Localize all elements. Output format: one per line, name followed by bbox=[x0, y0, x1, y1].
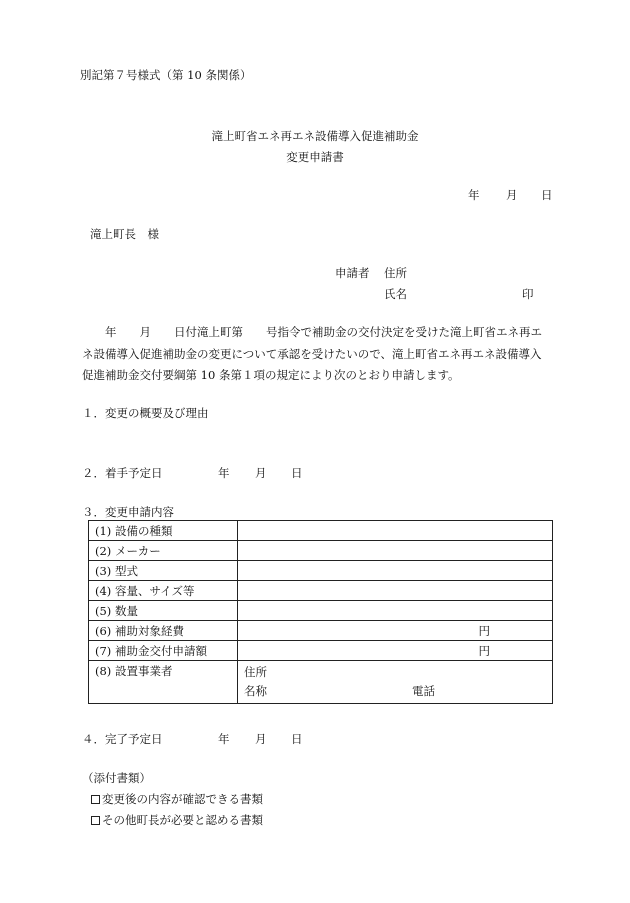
section-change-details: ３．変更申請内容 bbox=[82, 505, 174, 519]
row-label: (2) メーカー bbox=[89, 541, 238, 561]
row-value-field[interactable] bbox=[238, 521, 553, 541]
document-subtitle: 変更申請書 bbox=[286, 150, 344, 164]
completion-date-day: 日 bbox=[291, 732, 303, 746]
row-value-field[interactable] bbox=[238, 561, 553, 581]
application-statement: 年 月 日付滝上町第 号指令で補助金の交付決定を受けた滝上町省エネ再エネ設備導入促進補助金の変更について承認を受けたいので、滝上町省エネ再エネ設備導入促進補助金交付要綱第 10 条第１項の規定により次のとおり申請します。 bbox=[82, 325, 542, 382]
start-date-day: 日 bbox=[291, 466, 303, 480]
table-row bbox=[89, 641, 553, 661]
document-title: 滝上町省エネ再エネ設備導入促進補助金 bbox=[211, 129, 419, 143]
subsidy-cost-field[interactable]: 円 bbox=[238, 621, 553, 641]
row-label: (4) 容量、サイズ等 bbox=[89, 581, 238, 601]
installer-name-line bbox=[244, 682, 546, 701]
attachment-item-label: その他町長が必要と認める書類 bbox=[102, 813, 263, 827]
attachment-item bbox=[91, 791, 263, 807]
start-date-month: 月 bbox=[255, 466, 267, 480]
section-completion-date: ４．完了予定日 bbox=[82, 732, 163, 746]
attachment-item-label: 変更後の内容が確認できる書類 bbox=[102, 792, 263, 806]
attachment-item bbox=[91, 812, 263, 828]
completion-date-month: 月 bbox=[255, 732, 267, 746]
table-row bbox=[89, 661, 553, 704]
installer-field[interactable] bbox=[238, 661, 553, 704]
checkbox-icon[interactable] bbox=[91, 795, 100, 804]
section-change-summary: １．変更の概要及び理由 bbox=[82, 406, 209, 420]
table-row bbox=[89, 521, 553, 541]
table-row bbox=[89, 621, 553, 641]
row-value-field[interactable] bbox=[238, 601, 553, 621]
subsidy-amount-field[interactable]: 円 bbox=[238, 641, 553, 661]
checkbox-icon[interactable] bbox=[91, 816, 100, 825]
date-day-label: 日 bbox=[541, 188, 553, 202]
start-date-year: 年 bbox=[218, 466, 230, 480]
completion-date-year: 年 bbox=[218, 732, 230, 746]
table-row bbox=[89, 561, 553, 581]
row-label: (3) 型式 bbox=[89, 561, 238, 581]
applicant-address-label: 住所 bbox=[384, 266, 407, 280]
table-row bbox=[89, 601, 553, 621]
table-row bbox=[89, 541, 553, 561]
seal-mark: 印 bbox=[522, 287, 534, 301]
row-label: (8) 設置事業者 bbox=[89, 661, 238, 704]
section-start-date: ２．着手予定日 bbox=[82, 466, 163, 480]
installer-address-label: 住所 bbox=[244, 665, 267, 679]
row-value-field[interactable] bbox=[238, 541, 553, 561]
installer-phone-label: 電話 bbox=[412, 684, 435, 698]
installer-name-label: 名称 bbox=[244, 684, 267, 698]
applicant-name-label: 氏名 bbox=[384, 287, 407, 301]
attachments-heading: （添付書類） bbox=[82, 771, 151, 785]
row-label: (5) 数量 bbox=[89, 601, 238, 621]
row-label: (1) 設備の種類 bbox=[89, 521, 238, 541]
form-number: 別記第７号様式（第 10 条関係） bbox=[80, 68, 252, 82]
change-details-table bbox=[88, 520, 553, 704]
applicant-label: 申請者 bbox=[335, 266, 370, 280]
row-label: (6) 補助対象経費 bbox=[89, 621, 238, 641]
addressee: 滝上町長 様 bbox=[90, 227, 159, 241]
date-year-label: 年 bbox=[468, 188, 480, 202]
table-row bbox=[89, 581, 553, 601]
date-month-label: 月 bbox=[506, 188, 518, 202]
row-label: (7) 補助金交付申請額 bbox=[89, 641, 238, 661]
row-value-field[interactable] bbox=[238, 581, 553, 601]
